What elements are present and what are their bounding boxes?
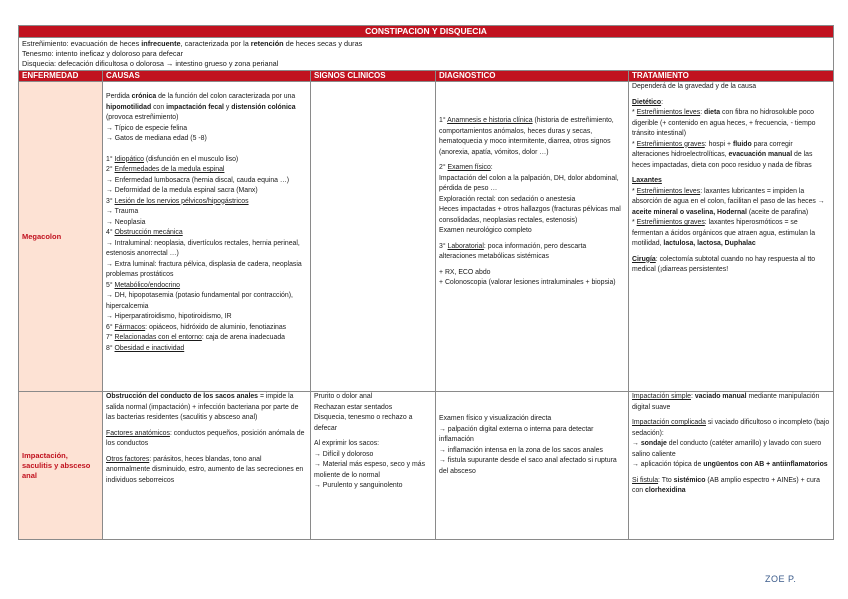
signo-line: Prurito o dolor anal [314,393,373,400]
causa-7: 7° Relacionadas con el entorno: caja de arena inadecuada [106,334,285,341]
signo-line: Disquecia, tenesmo o rechazo a defecar [314,414,413,432]
causa-line: → Gatos de mediana edad (5 -8) [106,135,207,142]
summary-table [18,25,834,540]
impactacion-causas [103,392,311,540]
causa-2: 2° Enfermedades de la medula espinal [106,166,225,173]
diag-1: 1° Anamnesis e historia clínica (historia de estreñimiento, comportamientos anómalos, heces duras y secas, hematoquecia y moco intermitente, diarrea, otros signos (anorexia, apatía, vómitos, dolor …) [439,117,614,156]
diag-line: Exploración rectal: con sedación o anestesia [439,195,576,203]
diag-line: Examen físico y visualización directa [439,415,552,422]
diag-line: Heces impactadas + otros hallazgos (fracturas pélvicas mal consolidadas, neoplasias rectales, estenosis) [439,206,621,224]
signo-line: → Material más espeso, seco y más moliente de lo normal [314,461,426,479]
causa-line: → Enfermedad lumbosacra (hernia discal, cauda equina …) [106,176,290,184]
trat-sondaje: → sondaje del conducto (catéter amarillo) y lavado con suero salino caliente [632,440,822,458]
causa-5: 5° Metabólico/endocrino [106,281,181,289]
definition-disquecia: Disquecia: defecación dificultosa o dolorosa → intestino grueso y zona perianal [22,59,279,68]
impactacion-diagnostico [436,392,629,540]
causa-line: → Hiperparatiroidismo, hipotiroidismo, IR [106,313,232,320]
diag-line: Impactación del colon a la palpación, DH, dolor abdominal, pérdida de peso … [439,174,619,192]
causa-line: → Típico de especie felina [106,124,188,132]
header-causas: CAUSAS [103,71,311,82]
megacolon-diagnostico [436,82,629,392]
header-signos: SIGNOS CLINICOS [311,71,436,82]
definitions-cell [19,38,834,71]
trat-2: * Estreñimientos graves: hospi + fluido para corregir alteraciones hidroelectrolíticas, evacuación manual de las heces impactadas, dieta con poco residuo y nada de fibras [632,140,813,169]
trat-unguentos: → aplicación tópica de ungüentos con AB + antiinflamatorios [632,461,828,468]
trat-complicada: Impactación complicada si vaciado dificultoso o incompleto (bajo sedación): [632,419,830,437]
disease-megacolon: Megacolon [19,82,103,392]
causa-line: → Intraluminal: neoplasia, divertículos rectales, hernia perineal, estenosis anorrectal …) [106,239,300,257]
megacolon-signos [311,82,436,392]
disease-impactacion: Impactación, saculitis y absceso anal [19,392,103,540]
causa-line: → Trauma [106,208,139,215]
causa-8: 8° Obesidad e inactividad [106,344,185,352]
causa-3: 3° Lesión de los nervios pélvicos/hipogástricos [106,197,249,205]
causa-6: 6° Fármacos: opiáceos, hidróxido de aluminio, fenotiazinas [106,323,287,331]
diag-line: → inflamación intensa en la zona de los sacos anales [439,446,603,454]
author-signature: ZOE P. [765,574,797,584]
signo-line: → Difícil y doloroso [314,450,374,458]
diag-line: → palpación digital externa o interna para detectar inflamación [439,425,594,443]
signo-line: → Purulento y sanguinolento [314,482,403,489]
impactacion-signos [311,392,436,540]
trat-4: * Estreñimientos graves: laxantes hiperosmóticos = se fermentan a ácidos orgánicos que atraen agua, estimulan la motilidad, lactulosa, lactosa, Duphalac [632,219,816,247]
diag-line: → fistula supurante desde el saco anal afectado si ruptura del absceso [439,457,617,475]
signo-line: Rechazan estar sentados [314,403,393,411]
trat-simple: Impactación simple: vaciado manual mediante manipulación digital suave [632,393,820,411]
trat-1: * Estreñimientos leves: dieta con fibra no hidrosoluble poco digerible (+ contenido en agua heces, + frecuencia, - tiempo tránsito intestinal) [632,109,816,137]
trat-fistula: Si fistula: Tto sistémico (AB amplio espectro + AINEs) + cura con clorhexidina [632,476,820,494]
row-megacolon [19,82,834,392]
diag-line: + Colonoscopia (valorar lesiones intraluminales + biopsia) [439,279,616,286]
header-diagnostico: DIAGNOSTICO [436,71,629,82]
causa-line: → Extra luminal: fractura pélvica, displasia de cadera, neoplasia problemas prostáticos [106,260,302,278]
causa-anatomicos: Factores anatómicos: conductos pequeños, posición anómala de los conductos [106,429,305,447]
table-title: CONSTIPACION Y DISQUECIA [19,26,834,38]
trat-dietetico-heading: Dietético: [632,98,664,106]
trat-laxantes-heading: Laxantes [632,177,662,184]
diag-3: 3° Laboratorial: poca información, pero descarta alteraciones metabólicas sistémicas [439,242,587,260]
causa-obstruccion: Obstrucción del conducto de los sacos anales = impide la salida normal (impactación) + infección bacteriana por parte de las bacterias residentes (saculitis y absceso anal) [106,393,299,421]
trat-3: * Estreñimientos leves: laxantes lubricantes = impiden la absorción de agua en el colon, facilitan el paso de las heces → aceite mineral o vaselina, Hodernal (aceite de parafina) [632,187,825,216]
trat-5: Cirugía: colectomía subtotal cuando no hay respuesta al tto medical (¡diarreas persistentes! [632,255,816,273]
signo-line: Al exprimir los sacos: [314,440,380,447]
diag-line: + RX, ECO abdo [439,268,491,276]
header-tratamiento: TRATAMIENTO [629,71,834,82]
megacolon-tratamiento [629,82,834,392]
header-enfermedad: ENFERMEDAD [19,71,103,82]
impactacion-tratamiento [629,392,834,540]
row-impactacion [19,392,834,540]
causa-otros: Otros factores: parásitos, heces blandas, tono anal anormalmente disminuido, estro, aumento de las secreciones en individuos seborreicos [106,455,304,484]
diag-line: Examen neurológico completo [439,227,532,234]
causa-1: 1° Idiopático (disfunción en el musculo liso) [106,155,239,163]
trat-intro: Dependerá de la gravedad y de la causa [632,83,757,90]
causa-line: → Neoplasia [106,218,146,226]
megacolon-causas [103,82,311,392]
definition-tenesmo: Tenesmo: intento ineficaz y doloroso para defecar [22,49,184,58]
summary-sheet [18,25,833,540]
causa-line: → Deformidad de la medula espinal sacra (Manx) [106,187,258,194]
header-row [19,71,834,82]
causa-4: 4° Obstrucción mecánica [106,229,183,236]
diag-2: 2° Examen físico: [439,164,493,171]
causa-line: → DH, hipopotasemia (potasio fundamental por contracción), hipercalcemia [106,292,293,310]
definition-estrenimiento: Estreñimiento: evacuación de heces infrecuente, caracterizada por la retención de heces secas y duras [22,39,363,48]
causa-intro: Perdida crónica de la función del colon caracterizada por una hipomotilidad con impactación fecal y distensión colónica (provoca estreñimiento) [106,93,296,121]
